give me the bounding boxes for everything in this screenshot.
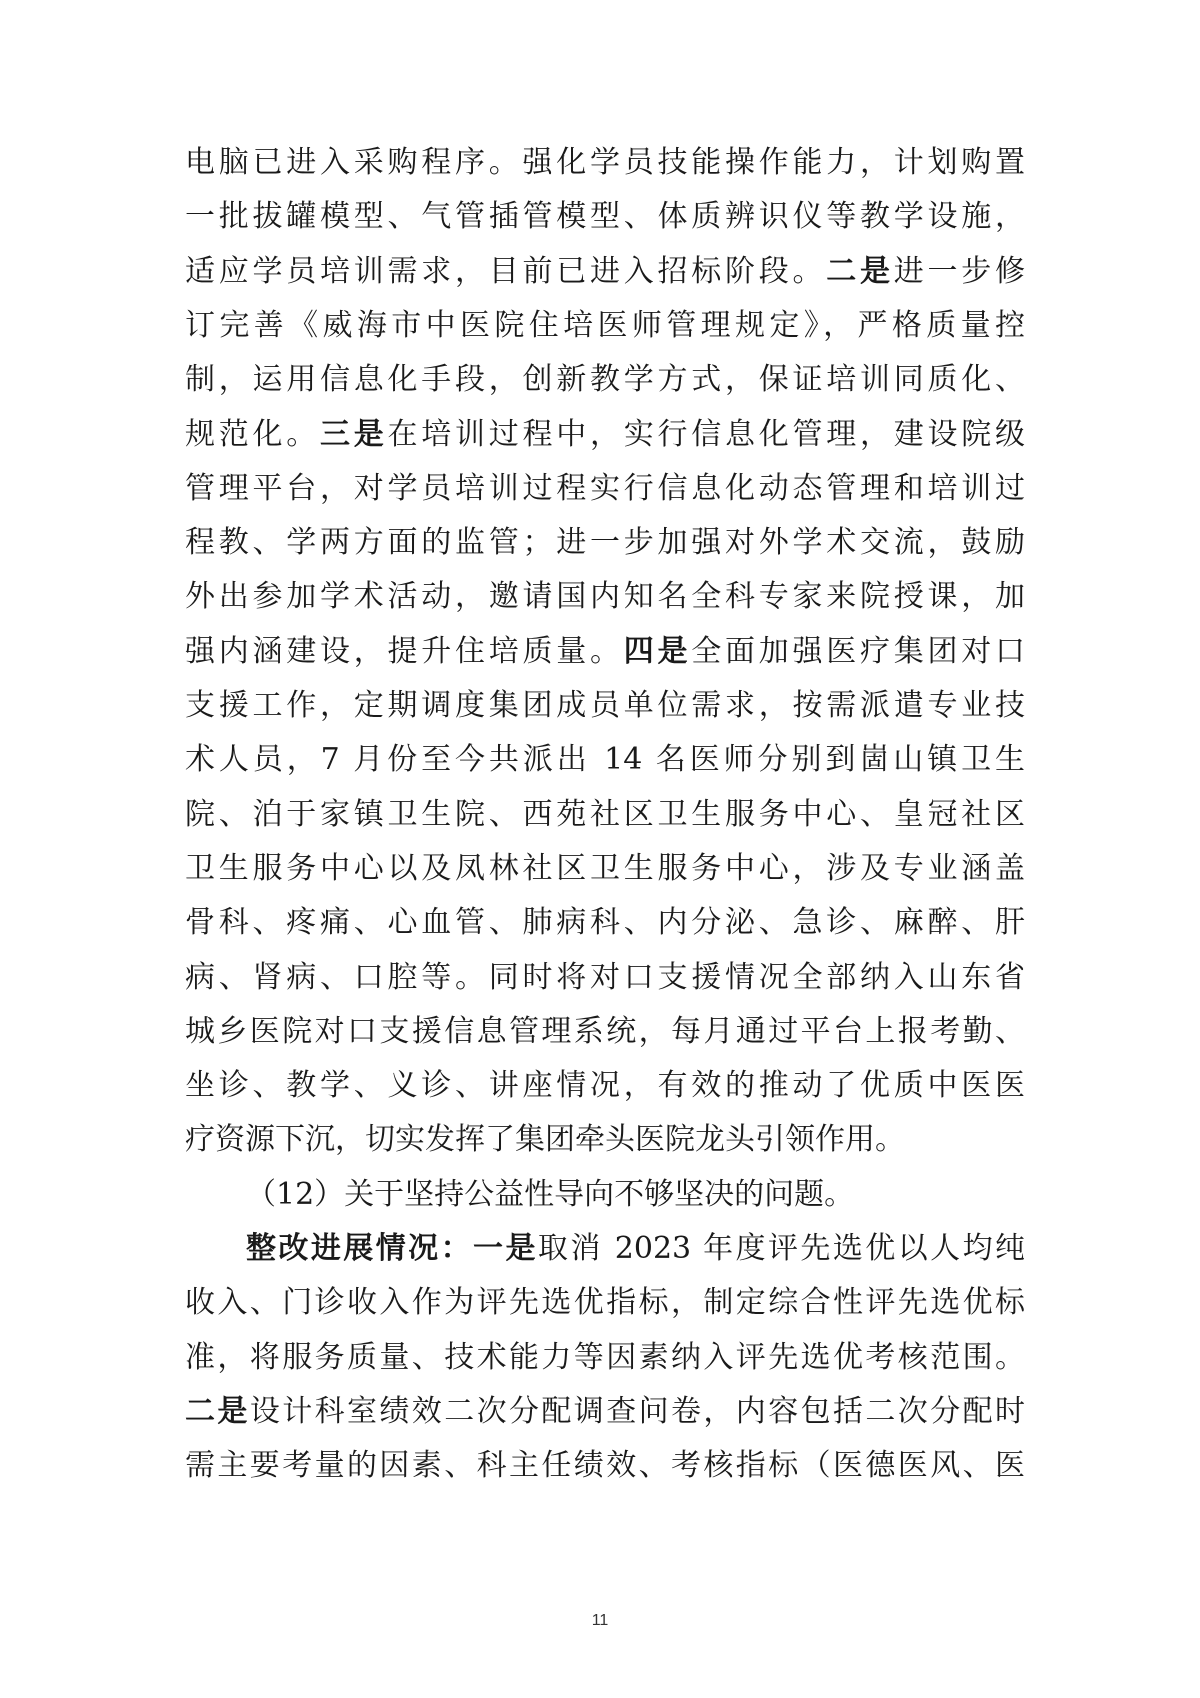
text-run: 需主要考量的因素、科主任绩效、考核指标（医德医风、医 xyxy=(185,1448,1025,1484)
text-run: 全面加强医疗集团对口 xyxy=(691,633,1025,669)
text-run: 适应学员培训需求，目前已进入招标阶段。 xyxy=(185,253,827,289)
text-line xyxy=(185,297,1025,355)
text-line xyxy=(185,1057,1025,1115)
text-line xyxy=(185,1274,1025,1332)
text-line xyxy=(185,351,1025,409)
bold-lead-phrase: 二是 xyxy=(826,253,894,289)
text-run: 管理平台，对学员培训过程实行信息化动态管理和培训过 xyxy=(185,470,1025,506)
text-line xyxy=(185,134,1025,192)
text-line xyxy=(246,1220,1025,1278)
text-run: 在培训过程中，实行信息化管理，建设院级 xyxy=(387,416,1025,452)
text-run: 术人员，7 月份至今共派出 14 名医师分别到崮山镇卫生 xyxy=(185,742,1025,778)
text-line xyxy=(185,406,1025,464)
text-run: 卫生服务中心以及凤林社区卫生服务中心，涉及专业涵盖 xyxy=(185,850,1025,886)
bold-lead-phrase: 二是 xyxy=(185,1393,250,1429)
bold-lead-phrase: 四是 xyxy=(623,633,692,669)
text-run: 准，将服务质量、技术能力等因素纳入评先选优考核范围。 xyxy=(185,1339,1025,1375)
text-line xyxy=(185,840,1025,898)
text-line xyxy=(246,1166,1025,1224)
text-run: 制，运用信息化手段，创新教学方式，保证培训同质化、 xyxy=(185,362,1025,398)
text-run: 强内涵建设，提升住培质量。 xyxy=(185,633,624,669)
text-line xyxy=(185,1329,1025,1387)
text-line xyxy=(185,623,1025,681)
bold-lead-phrase: 整改进展情况：一是 xyxy=(246,1231,538,1266)
text-run: 病、肾病、口腔等。同时将对口支援情况全部纳入山东省 xyxy=(185,959,1025,995)
text-line xyxy=(185,188,1025,246)
text-line xyxy=(185,568,1025,626)
text-line xyxy=(185,460,1025,518)
page-number: 11 xyxy=(591,1612,609,1629)
text-run: 进一步修 xyxy=(893,253,1025,289)
text-line xyxy=(185,243,1025,301)
text-line xyxy=(185,1437,1025,1495)
bold-lead-phrase: 三是 xyxy=(320,416,388,452)
text-line xyxy=(185,677,1025,735)
text-line xyxy=(185,1111,1025,1169)
text-line xyxy=(185,894,1025,952)
text-run: 疗资源下沉，切实发挥了集团牵头医院龙头引领作用。 xyxy=(185,1122,905,1158)
text-line xyxy=(185,786,1025,844)
text-run: 外出参加学术活动，邀请国内知名全科专家来院授课，加 xyxy=(185,579,1025,615)
text-run: 骨科、疼痛、心血管、肺病科、内分泌、急诊、麻醉、肝 xyxy=(185,905,1025,941)
text-run: 坐诊、教学、义诊、讲座情况，有效的推动了优质中医医 xyxy=(185,1068,1025,1104)
text-run: 收入、门诊收入作为评先选优指标，制定综合性评先选优标 xyxy=(185,1285,1025,1321)
text-run: （12）关于坚持公益性导向不够坚决的问题。 xyxy=(246,1176,855,1212)
text-line xyxy=(185,1003,1025,1061)
text-run: 一批拔罐模型、气管插管模型、体质辨识仪等教学设施， xyxy=(185,199,1025,235)
text-run: 订完善《威海市中医院住培医师管理规定》，严格质量控 xyxy=(185,307,1025,343)
text-run: 院、泊于家镇卫生院、西苑社区卫生服务中心、皇冠社区 xyxy=(185,796,1025,832)
text-run: 规范化。 xyxy=(185,416,320,452)
text-run: 电脑已进入采购程序。强化学员技能操作能力，计划购置 xyxy=(185,145,1025,180)
text-line xyxy=(185,731,1025,789)
text-run: 程教、学两方面的监管；进一步加强对外学术交流，鼓励 xyxy=(185,525,1025,561)
text-run: 支援工作，定期调度集团成员单位需求，按需派遣专业技 xyxy=(185,688,1025,723)
text-line xyxy=(185,949,1025,1007)
text-run: 设计科室绩效二次分配调查问卷，内容包括二次分配时 xyxy=(249,1393,1026,1429)
text-run: 取消 2023 年度评先选优以人均纯 xyxy=(537,1231,1026,1266)
text-line xyxy=(185,1383,1025,1441)
text-run: 城乡医院对口支援信息管理系统，每月通过平台上报考勤、 xyxy=(185,1013,1025,1049)
text-line xyxy=(185,514,1025,572)
